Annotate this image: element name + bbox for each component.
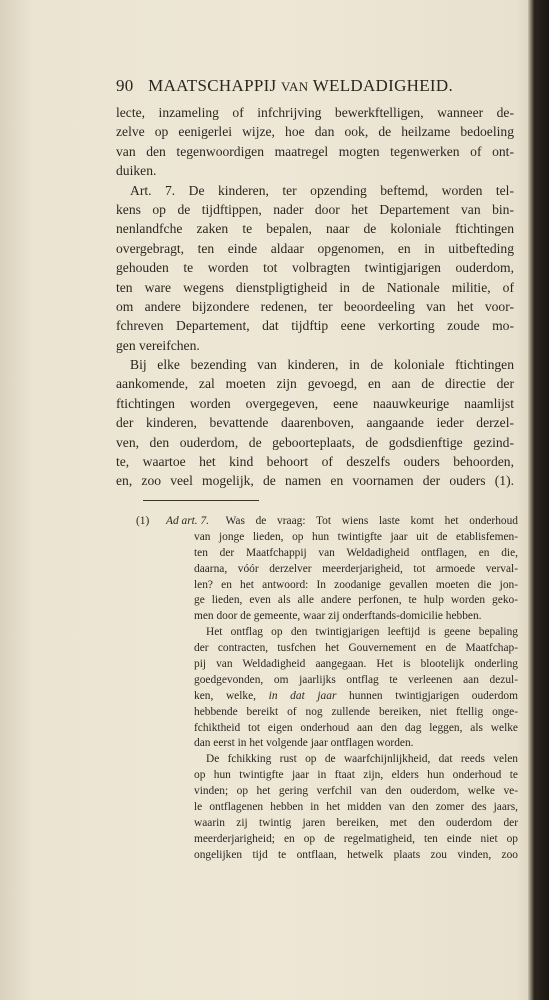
footnote-line: ten der Maatfchappij van Weldadigheid ontflagen, en die, (194, 546, 518, 559)
footnote-line: van jonge lieden, op hun twintigfte jaar uit de etablisfemen- (194, 530, 518, 543)
text-line: zelve op eenigerlei wijze, hoe dan ook, de heilzame bedoeling (116, 124, 514, 140)
text-line: Art. 7. De kinderen, ter opzending beftemd, worden tel- (130, 182, 514, 198)
text-line: kens op de tijdftippen, nader door het Departement van bin- (116, 201, 514, 217)
main-text (116, 103, 514, 491)
header-title-part-1: MAATSCHAPPIJ (148, 76, 277, 95)
text-line: ven, den ouderdom, de geboorteplaats, de godsdienftige gezind- (116, 434, 514, 450)
footnote-line: le ontflagenen hebben in het midden van den zomer des jaars, (194, 801, 518, 814)
footnote-reference: Ad art. 7. (166, 515, 210, 527)
footnote-marker: (1) (136, 515, 150, 527)
text-line: der kinderen, bevattende daarenboven, aangaande ieder derzel- (116, 415, 514, 431)
text-line: aankomende, zal moeten zijn gevoegd, en aan de directie der (116, 376, 514, 392)
text-line: Bij elke bezending van kinderen, in de koloniale ftichtingen (130, 357, 514, 373)
footnote-line: dan eerst in het volgende jaar ontflagen worden. (194, 737, 414, 750)
footnote-line (136, 514, 518, 530)
footnote-line: Het ontflag op den twintigjarigen leeftijd is geene bepaling (206, 626, 518, 639)
footnote-rule (143, 500, 259, 501)
footnote-line: hebbende bereikt of nog zullende bereiken, niet ftellig onge- (194, 705, 518, 718)
text-line: lecte, inzameling of infchrijving bewerkftelligen, wanneer de- (116, 105, 514, 120)
footnote-line: ge lieden, even als alle andere perfonen, te hulp worden geko- (194, 594, 518, 607)
footnote-line: meerderjarigheid; en op de regelmatigheid, ten einde niet op (194, 832, 518, 845)
text-line: en, zoo veel mogelijk, de namen en voornamen der ouders (1). (116, 473, 514, 489)
page-number: 90 (116, 76, 134, 95)
footnote-line: ken, welke, in dat jaar hunnen twintigjarigen ouderdom (194, 689, 518, 702)
footnote-line: daarna, vóór derzelver meerderjarigheid, tot armoede verval- (194, 562, 518, 575)
footnote-line: ongelijken tijd te ontflaan, hetwelk plaats zou vinden, zoo (194, 848, 518, 861)
emphasis-text: in dat jaar (268, 689, 337, 702)
book-spine (528, 0, 549, 1000)
header-title-van: VAN (281, 79, 309, 94)
text-line: gen vereifchen. (116, 337, 200, 353)
footnote-line: vinden; op het gering verfchil van den ouderdom, welke ve- (194, 785, 518, 798)
footnote-line: fchiktheid tot eigen onderhoud aan den dag leggen, als welke (194, 721, 518, 734)
footnote-line: De fchikking rust op de waarfchijnlijkheid, dat reeds velen (206, 753, 518, 766)
text-line: duiken. (116, 163, 157, 179)
text-line: gehouden te worden tot volbragten twintigjarigen ouderdom, (116, 260, 514, 276)
footnote-text: Was de vraag: Tot wiens laste komt het onderhoud (225, 515, 518, 527)
text-line: ten ware wegens dienstpligtigheid in de Nationale militie, of (116, 279, 514, 295)
footnote-line: der contracten, tusfchen het Gouvernement en de Maatfchap- (194, 642, 518, 655)
footnote (136, 514, 518, 864)
text-line: overgebragt, ten einde aldaar opgenomen, en in uitbefteding (116, 240, 514, 256)
footnote-line: goedgevonden, om jaarlijks ontflag te verleenen aan dezul- (194, 673, 518, 686)
header-title-part-2: WELDADIGHEID. (312, 76, 454, 95)
text-line: fchreven Departement, dat tijdftip eene verkorting zoude mo- (116, 318, 514, 334)
footnote-line: men door de gemeente, waar zij onderftands-domicilie hebben. (194, 610, 482, 623)
text-line: van den tegenwoordigen maatregel mogten tegenwerken of ont- (116, 143, 514, 159)
text-line: ftichtingen worden overgegeven, eene naauwkeurige naamlijst (116, 395, 514, 411)
footnote-line: waarin zij twintig jaren bereiken, met den ouderdom der (194, 816, 518, 829)
footnote-line: len? en het antwoord: In zoodanige gevallen moeten die jon- (194, 578, 518, 591)
footnote-line: op hun twintigfte jaar in ftaat zijn, elders hun onderhoud te (194, 769, 518, 782)
text-line: nenlandfche zaken te bepalen, naar de koloniale ftichtingen (116, 221, 514, 237)
footnote-line: pij van Weldadigheid aangegaan. Het is blootelijk onderling (194, 658, 518, 671)
text-line: te, waartoe het kind behoort of deszelfs ouders behoorden, (116, 454, 514, 470)
text-line: om andere bijzondere redenen, ter beoordeeling van het voor- (116, 298, 514, 314)
running-header (116, 76, 516, 96)
